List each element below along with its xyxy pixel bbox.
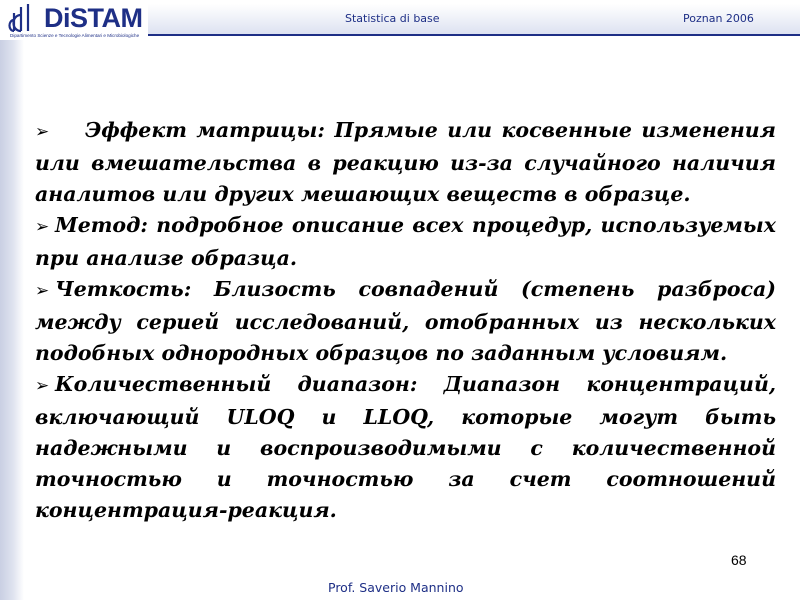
bullet-item xyxy=(35,210,776,274)
header-divider xyxy=(148,34,800,36)
bullet-text: Эффект матрицы: Прямые или косвенные изменения или вмешательства в реакцию из-за случайного наличия аналитов или других мешающих веществ в образце. xyxy=(35,118,776,206)
bullet-item xyxy=(35,274,776,369)
header-title: Statistica di base xyxy=(345,12,440,25)
bullet-item xyxy=(35,115,776,210)
bullet-text: Четкость: Близость совпадений (степень разброса) между серией исследований, отобранных из нескольких подобных однородных образцов по заданным условиям. xyxy=(35,277,776,365)
distam-logo xyxy=(6,3,148,43)
header-event: Poznan 2006 xyxy=(683,12,754,25)
arrow-bullet-icon: ➢ xyxy=(35,281,50,301)
slide-header xyxy=(0,0,800,40)
arrow-bullet-icon: ➢ xyxy=(35,217,50,237)
logo-main xyxy=(6,3,143,33)
bullet-text: Количественный диапазон: Диапазон концентраций, включающий ULOQ и LLOQ, которые могут быть надежными и воспроизводимыми с количественной точностью и точностью за счет соотношений концентрация-реакция. xyxy=(35,372,776,522)
arrow-bullet-icon: ➢ xyxy=(35,376,50,396)
bullet-text: Метод: подробное описание всех процедур, используемых при анализе образца. xyxy=(35,213,776,270)
slide-content xyxy=(35,115,776,526)
bullet-item xyxy=(35,369,776,526)
page-number: 68 xyxy=(731,552,747,568)
arrow-bullet-icon: ➢ xyxy=(35,122,50,142)
footer-author: Prof. Saverio Mannino xyxy=(328,580,464,595)
logo-subtitle: Dipartimento Scienze e Tecnologie Alimentari e Microbiologiche xyxy=(10,33,140,38)
logo-text: DiSTAM xyxy=(44,3,143,33)
left-decorative-strip xyxy=(0,0,24,600)
